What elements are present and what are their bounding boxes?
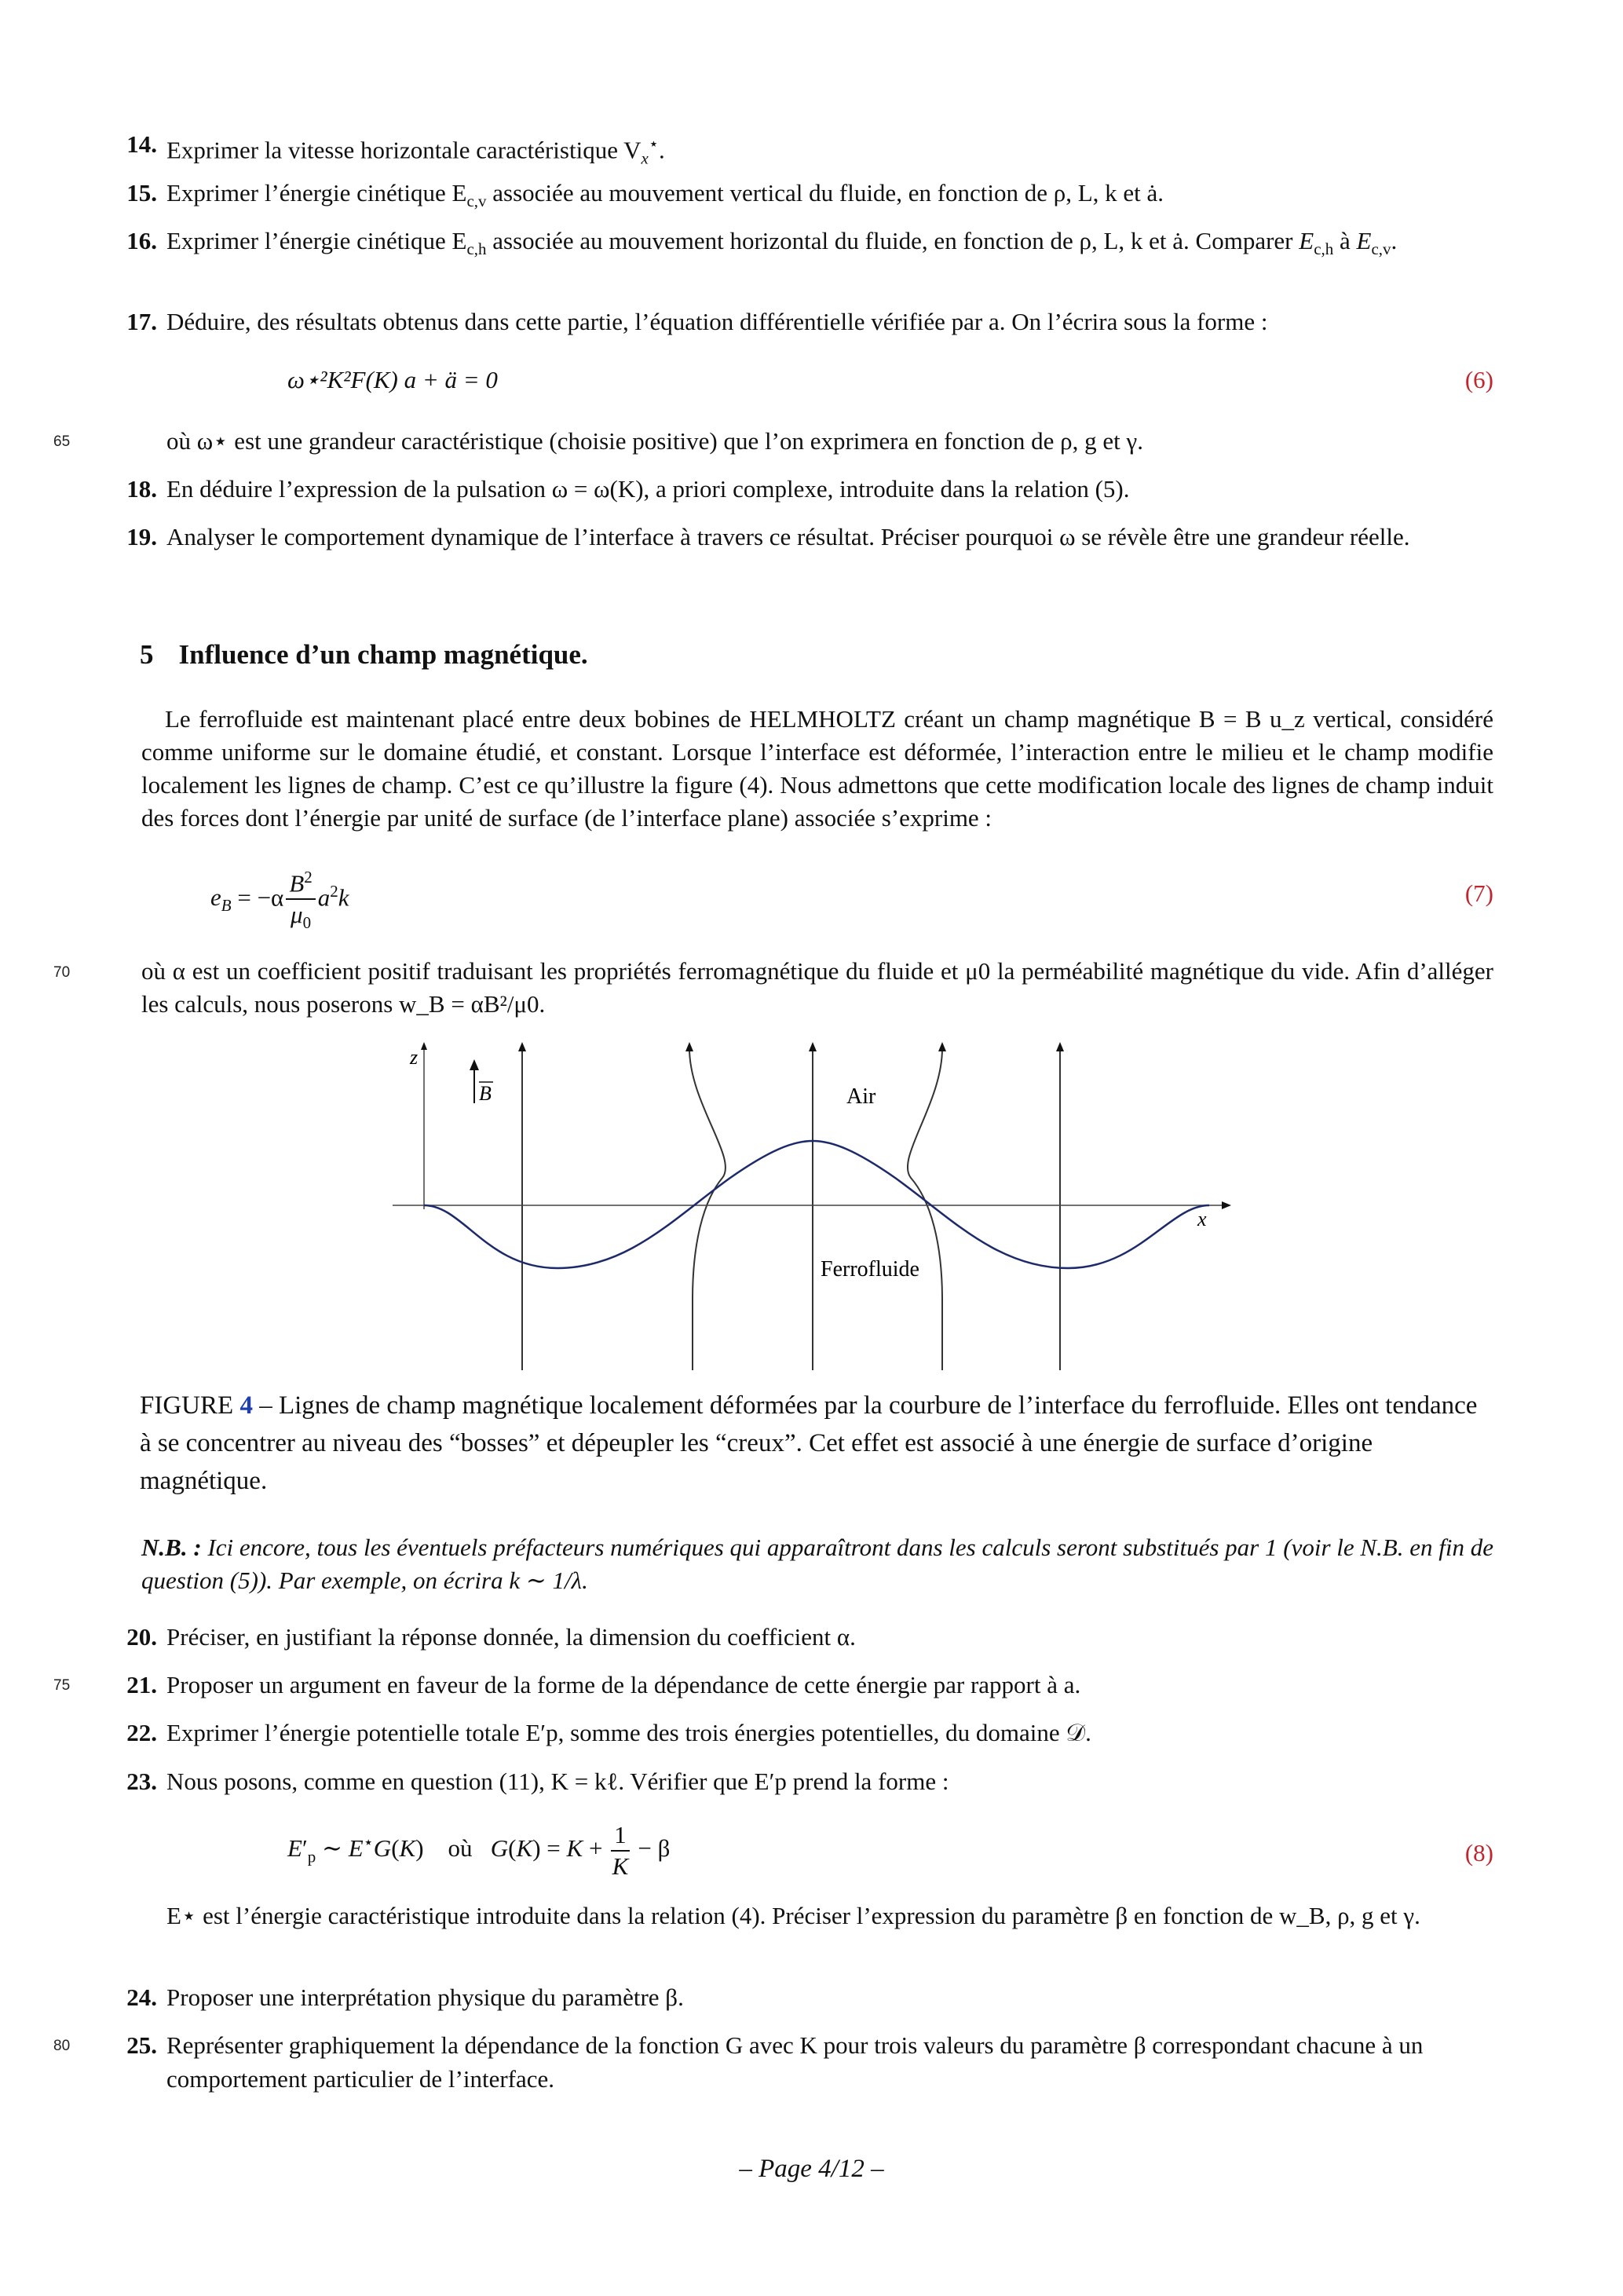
question-text: Représenter graphiquement la dépendance de la fonction G avec K pour trois valeurs du paramètre β correspondant chacune à un comportement particulier de l’interface. — [166, 2031, 1424, 2093]
question-19 — [126, 520, 1493, 554]
question-number: 15. — [126, 179, 157, 207]
caption-text: – Lignes de champ magnétique localement déformées par la courbure de l’interface du ferrofluide. Elles ont tendance à se concentrer au niveau des “bosses” et dépeupler les “creux”. Cet effet est associé à une énergie de surface d’origine magnétique. — [140, 1391, 1478, 1495]
equation-number-7: (7) — [1464, 879, 1493, 907]
question-number: 17. — [126, 308, 157, 335]
question-text: Préciser, en justifiant la réponse donnée, la dimension du coefficient α. — [166, 1623, 856, 1651]
line-number: 65 — [53, 433, 71, 450]
equation-number-6: (6) — [1464, 366, 1493, 393]
equation-number-8: (8) — [1464, 1839, 1493, 1866]
question-text: Exprimer l’énergie cinétique E — [166, 179, 467, 207]
question-number: 21. — [126, 1671, 157, 1698]
after-eq7-paragraph: où α est un coefficient positif traduisant les propriétés ferromagnétique du fluide et μ0 la perméabilité magnétique du vide. Afin d’alléger les calculs, nous poserons w_B = αB²/μ0. — [141, 957, 1493, 1018]
b-vector-arrow — [470, 1059, 479, 1070]
question-15: 15. Exprimer l’énergie cinétique $E_{c,v}$ associée au mouvement vertical du fluide, en fonction de ρ, L, k et ȧ. — [166, 176, 1493, 218]
question-18 — [126, 472, 1493, 506]
section-number: 5 — [140, 639, 154, 670]
question-number: 19. — [126, 523, 157, 550]
question-21 — [126, 1668, 1493, 1702]
question-number: 22. — [126, 1719, 157, 1746]
question-17 — [126, 305, 1493, 338]
question-text: En déduire l’expression de la pulsation ω = ω(K), a priori complexe, introduite dans la relation (5). — [166, 475, 1130, 503]
question-text: où ω⋆ est une grandeur caractéristique (choisie positive) que l’on exprimera en fonction de ρ, g et γ. — [166, 427, 1143, 455]
figure-4-diagram — [393, 1040, 1241, 1370]
question-number: 23. — [126, 1768, 157, 1795]
arrow-head — [1056, 1042, 1064, 1051]
question-text: Nous posons, comme en question (11), K = kℓ. Vérifier que E′p prend la forme : — [166, 1768, 949, 1795]
question-23-continuation — [166, 1899, 1493, 1932]
question-22 — [126, 1716, 1493, 1749]
b-vector-label: B — [479, 1082, 492, 1105]
question-number: 25. — [126, 2031, 157, 2059]
field-line-bent-left — [689, 1048, 726, 1370]
question-16: 16. Exprimer l’énergie cinétique $E_{c,h}$ associée au mouvement horizontal du fluide, en fonction de ρ, L, k et ȧ. Comparer $E_{c,h}$ à $E_{c,v}$. — [166, 224, 1493, 266]
question-17-continuation — [166, 424, 1493, 458]
question-20 — [126, 1620, 1493, 1654]
arrow-head — [518, 1042, 526, 1051]
question-number: 14. — [126, 130, 157, 158]
question-number: 16. — [126, 227, 157, 254]
question-text-cont: associée au mouvement horizontal du fluide, en fonction de ρ, L, k et ȧ. Comparer — [492, 227, 1293, 254]
ferrofluid-label: Ferrofluide — [821, 1257, 919, 1281]
question-14: 14. Exprimer la vitesse horizontale caractéristique $V_x^⋆$. — [166, 127, 1493, 176]
equation-8: $E'_p$ ∼ E⋆G(K) où G(K) = K + $\frac{1}{K}$ − β — [287, 1821, 671, 1880]
question-number: 18. — [126, 475, 157, 503]
nb-note-text: Ici encore, tous les éventuels préfacteurs numériques qui apparaîtront dans les calculs seront substitués par 1 (voir le N.B. en fin de question (5)). Par exemple, on écrira k ∼ 1/λ. — [141, 1534, 1493, 1594]
question-text: Analyser le comportement dynamique de l’interface à travers ce résultat. Préciser pourquoi ω se révèle être une grandeur réelle. — [166, 523, 1410, 550]
z-axis-arrow — [421, 1042, 427, 1050]
caption-prefix: FIGURE — [140, 1391, 234, 1420]
z-axis-label: z — [410, 1046, 419, 1069]
question-text: Exprimer la vitesse horizontale caractéristique V — [166, 136, 642, 164]
question-23 — [126, 1764, 1493, 1798]
question-text: E⋆ est l’énergie caractéristique introduite dans la relation (4). Préciser l’expression du paramètre β en fonction de w_B, ρ, g et γ. — [166, 1902, 1420, 1929]
section-heading — [140, 639, 588, 671]
interface-curve — [424, 1141, 1209, 1268]
line-number: 80 — [53, 2038, 71, 2054]
line-number: 75 — [53, 1677, 71, 1694]
question-text: Exprimer l’énergie potentielle totale E′p, somme des trois énergies potentielles, du domaine 𝒟. — [166, 1719, 1091, 1746]
intro-paragraph: Le ferrofluide est maintenant placé entre deux bobines de HELMHOLTZ créant un champ magnétique B = B u_z vertical, considéré comme uniforme sur le domaine étudié, et constant. Lorsque l’interface est déformée, l’interaction entre le milieu et le champ modifie localement les lignes de champ. C’est ce qu’illustre la figure (4). Nous admettons que cette modification locale des lignes de champ induit des forces dont l’énergie par unité de surface (de l’interface plane) associée s’exprime : — [141, 705, 1493, 832]
arrow-head — [685, 1042, 693, 1051]
question-text: Déduire, des résultats obtenus dans cette partie, l’équation différentielle vérifiée par a. On l’écrira sous la forme : — [166, 308, 1268, 335]
x-axis-arrow — [1222, 1201, 1231, 1209]
question-text: Proposer une interprétation physique du paramètre β. — [166, 1983, 684, 2011]
equation-7: $e_B = -\alpha$ $\frac{B^2}{\mu_0}$ $a^2k$ — [210, 862, 349, 938]
question-text-cont2: à — [1340, 227, 1351, 254]
question-text: Proposer un argument en faveur de la forme de la dépendance de cette énergie par rapport à a. — [166, 1671, 1081, 1698]
question-25 — [126, 2028, 1493, 2096]
equation-6: ω⋆²K²F(K) a + ä = 0 — [287, 366, 498, 393]
figure-caption — [140, 1387, 1493, 1500]
question-number: 20. — [126, 1623, 157, 1651]
air-label: Air — [846, 1084, 876, 1109]
question-number: 24. — [126, 1983, 157, 2011]
arrow-head — [809, 1042, 817, 1051]
x-axis-label: x — [1197, 1208, 1207, 1230]
nb-note: N.B. : Ici encore, tous les éventuels préfacteurs numériques qui apparaîtront dans les calculs seront substitués par 1 (voir le N.B. en fin de question (5)). Par exemple, on écrira k ∼ 1/λ. — [141, 1534, 1493, 1594]
section-title: Influence d’un champ magnétique. — [178, 639, 588, 670]
question-24 — [126, 1980, 1493, 2014]
arrow-head — [938, 1042, 946, 1051]
question-text: Exprimer l’énergie cinétique E — [166, 227, 467, 254]
page-footer: – Page 4/12 – — [739, 2155, 884, 2183]
question-text-cont: associée au mouvement vertical du fluide, en fonction de ρ, L, k et ȧ. — [492, 179, 1164, 207]
caption-number: 4 — [239, 1391, 253, 1420]
line-number: 70 — [53, 964, 71, 981]
